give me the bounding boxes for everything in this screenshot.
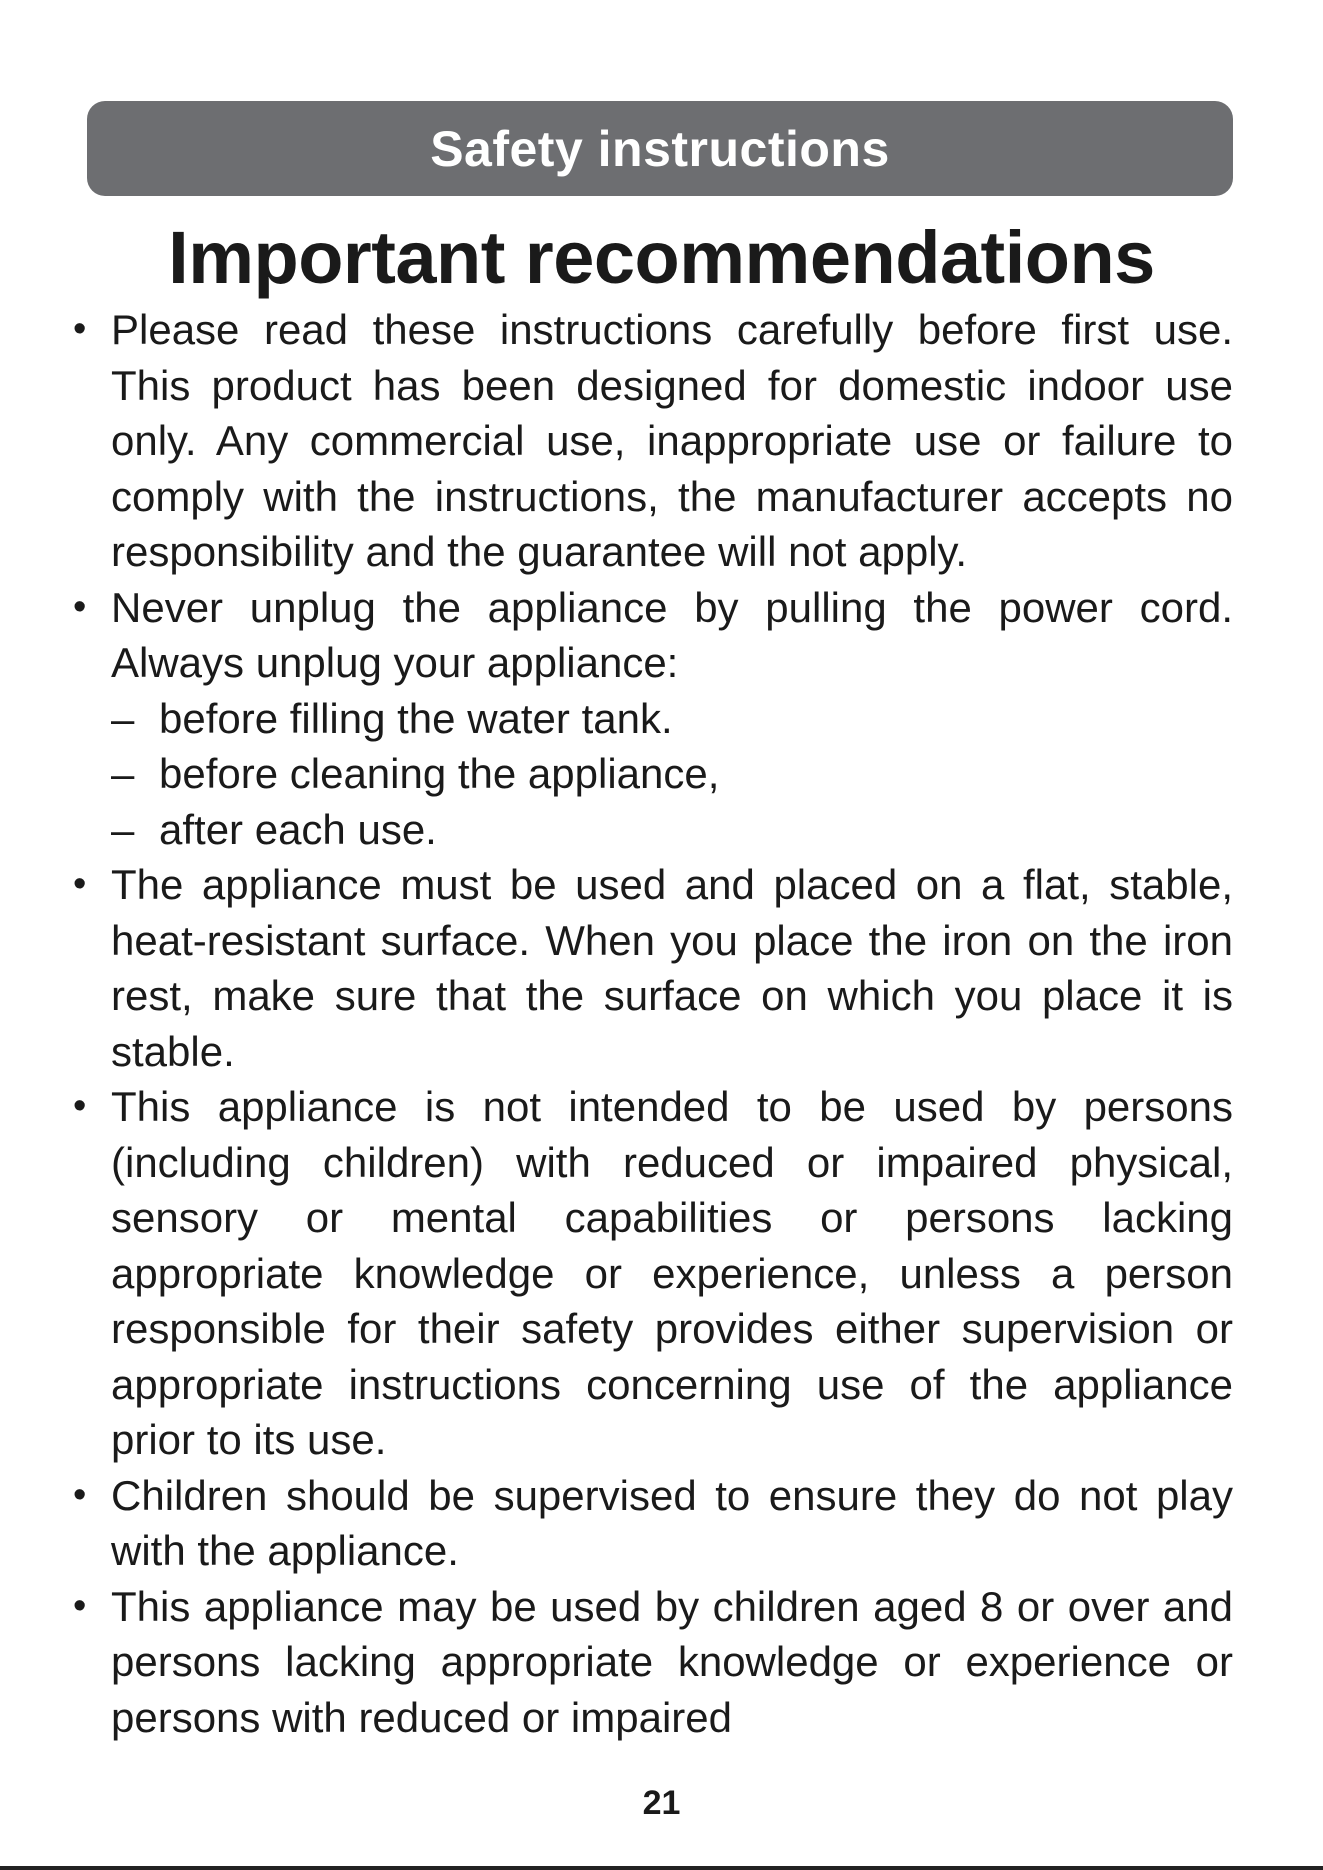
list-item [73,1079,1233,1468]
bottom-divider [0,1866,1323,1870]
recommendations-list [73,302,1233,1745]
sub-list-item: – before cleaning the appliance, [111,746,1233,802]
section-header-bar [87,101,1233,196]
list-item-text: • This appliance is not intended to be used by persons (including children) with reduced or impaired physical, sensory or mental capabilities or persons lacking appropriate knowledge or experience, unless a person responsible for their safety provides either supervision or appropriate instructions concerning use of the appliance prior to its use. [111,1083,1233,1463]
page-title: Important recommendations [168,216,1155,299]
sub-list-item: – after each use. [111,802,1233,858]
section-title: Safety instructions [430,120,890,177]
page-number: 21 [642,1784,681,1822]
list-item-text: • This appliance may be used by children aged 8 or over and persons lacking appropriate knowledge or experience or persons with reduced or impaired [111,1582,1233,1741]
list-item-text: • Never unplug the appliance by pulling the power cord. Always unplug your appliance: [111,583,1233,686]
sub-list-item: – before filling the water tank. [111,691,1233,747]
list-item [73,857,1233,1079]
list-item-text: • The appliance must be used and placed on a flat, stable, heat-resistant surface. When you place the iron on the iron rest, make sure that the surface on which you place it is stable. [111,861,1233,1075]
list-item [73,302,1233,580]
list-item-text: • Please read these instructions carefully before first use. This product has been designed for domestic indoor use only. Any commercial use, inappropriate use or failure to comply with the instructions, the manufacturer accepts no responsibility and the guarantee will not apply. [111,306,1233,575]
sub-list [111,691,1233,858]
list-item-text: • Children should be supervised to ensure they do not play with the appliance. [111,1471,1233,1574]
list-item [73,580,1233,858]
list-item [73,1468,1233,1579]
list-item [73,1579,1233,1746]
